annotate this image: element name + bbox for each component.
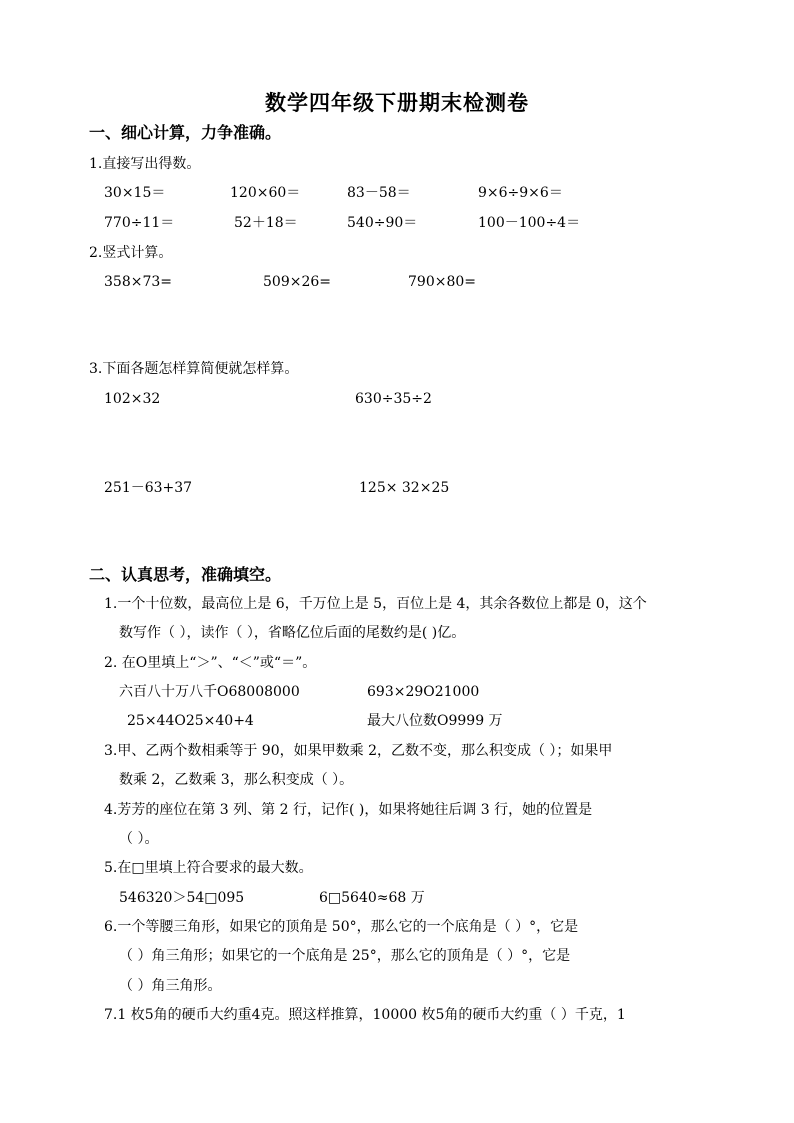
q1-label: 1.直接写出得数。 <box>89 156 201 172</box>
s2-line: 693×29O21000 <box>367 684 480 700</box>
s2-line: 6.一个等腰三角形，如果它的顶角是 50°，那么它的一个底角是（ ）°，它是 <box>104 919 579 935</box>
s2-line: （ ）角三角形。 <box>119 978 222 994</box>
s2-line: 数乘 2，乙数乘 3，那么积变成（ ）。 <box>119 772 354 788</box>
q1-item: 52＋18＝ <box>234 215 298 231</box>
q2-label: 2.竖式计算。 <box>89 245 173 261</box>
q2-item: 358×73= <box>104 274 172 290</box>
s2-line: 6□5640≈68 万 <box>319 890 425 906</box>
q1-item: 770÷11＝ <box>104 215 175 231</box>
s2-line: 数写作（ ），读作（ ），省略亿位后面的尾数约是( )亿。 <box>119 625 466 641</box>
q1-item: 83－58＝ <box>347 185 411 201</box>
page-title: 数学四年级下册期末检测卷 <box>265 90 529 115</box>
q3-label: 3.下面各题怎样算简便就怎样算。 <box>89 361 299 377</box>
s2-line: 546320＞54□095 <box>119 890 245 906</box>
s2-line: 1.一个十位数，最高位上是 6，千万位上是 5，百位上是 4，其余各数位上都是 0，这个 <box>104 596 647 612</box>
q3-item: 630÷35÷2 <box>355 391 432 407</box>
q3-item: 102×32 <box>104 391 161 407</box>
q1-item: 9×6÷9×6＝ <box>478 185 563 201</box>
s2-line: 最大八位数O9999 万 <box>367 713 503 729</box>
q2-item: 790×80= <box>408 274 476 290</box>
q1-item: 540÷90＝ <box>347 215 418 231</box>
s2-line: （ ）角三角形；如果它的一个底角是 25°，那么它的顶角是（ ）°，它是 <box>119 948 571 964</box>
s2-line: 3.甲、乙两个数相乘等于 90，如果甲数乘 2，乙数不变，那么积变成（ ）；如果甲 <box>104 743 613 759</box>
s2-line: 25×44O25×40+4 <box>127 713 254 729</box>
q1-item: 100－100÷4＝ <box>478 215 581 231</box>
section-1-heading: 一、细心计算，力争准确。 <box>89 123 282 142</box>
q3-item: 251－63+37 <box>104 480 193 496</box>
s2-line: 5.在□里填上符合要求的最大数。 <box>104 860 313 876</box>
q3-item: 125× 32×25 <box>359 480 450 496</box>
section-2-heading: 二、认真思考，准确填空。 <box>89 565 282 584</box>
q1-item: 120×60＝ <box>230 185 301 201</box>
q1-item: 30×15＝ <box>104 185 166 201</box>
s2-line: （ ）。 <box>119 831 159 847</box>
s2-line: 2. 在O里填上“＞”、“＜”或“＝”。 <box>104 655 317 671</box>
s2-line: 六百八十万八千O68008000 <box>119 684 300 700</box>
q2-item: 509×26= <box>263 274 331 290</box>
s2-line: 4.芳芳的座位在第 3 列、第 2 行，记作( )，如果将她往后调 3 行，她的位置是 <box>104 802 593 818</box>
s2-line: 7.1 枚5角的硬币大约重4克。照这样推算，10000 枚5角的硬币大约重（ ）千克，1 <box>104 1007 626 1023</box>
